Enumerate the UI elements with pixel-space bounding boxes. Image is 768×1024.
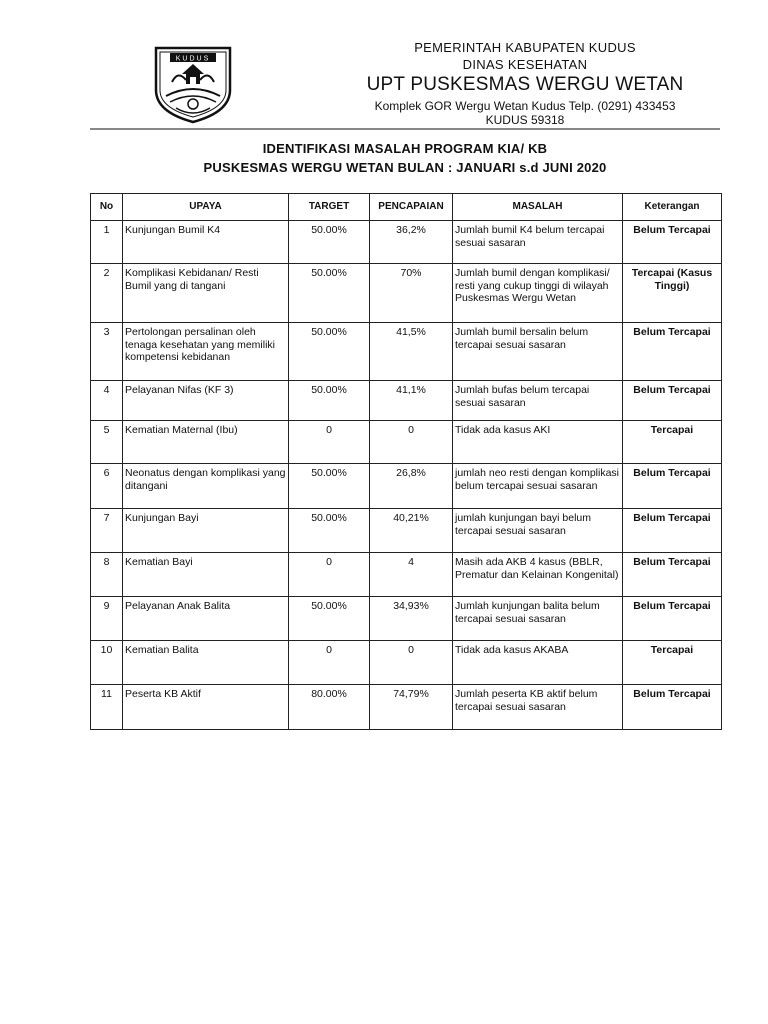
- header-pencapaian: PENCAPAIAN: [370, 194, 453, 221]
- cell-no: 7: [91, 509, 123, 553]
- cell-no: 11: [91, 685, 123, 730]
- kudus-regency-logo: [152, 46, 234, 124]
- table-row: [91, 221, 722, 264]
- cell-upaya: Neonatus dengan komplikasi yang ditangani: [123, 464, 289, 509]
- cell-masalah: Jumlah peserta KB aktif belum tercapai sesuai sasaran: [453, 685, 623, 730]
- table-row: [91, 381, 722, 421]
- cell-target: 50.00%: [289, 597, 370, 641]
- header-target: TARGET: [289, 194, 370, 221]
- cell-keterangan: Belum Tercapai: [623, 553, 722, 597]
- cell-masalah: jumlah kunjungan bayi belum tercapai sesuai sasaran: [453, 509, 623, 553]
- header-keterangan: Keterangan: [623, 194, 722, 221]
- cell-target: 0: [289, 641, 370, 685]
- cell-pencapaian: 26,8%: [370, 464, 453, 509]
- table-header-row: [91, 194, 722, 221]
- cell-keterangan: Belum Tercapai: [623, 381, 722, 421]
- cell-pencapaian: 40,21%: [370, 509, 453, 553]
- cell-target: 50.00%: [289, 221, 370, 264]
- cell-keterangan: Tercapai (Kasus Tinggi): [623, 264, 722, 323]
- header-government: PEMERINTAH KABUPATEN KUDUS: [414, 40, 636, 55]
- cell-no: 1: [91, 221, 123, 264]
- cell-upaya: Pelayanan Anak Balita: [123, 597, 289, 641]
- cell-no: 6: [91, 464, 123, 509]
- cell-pencapaian: 0: [370, 641, 453, 685]
- cell-upaya: Kematian Balita: [123, 641, 289, 685]
- cell-pencapaian: 74,79%: [370, 685, 453, 730]
- header-no: No: [91, 194, 123, 221]
- cell-keterangan: Tercapai: [623, 641, 722, 685]
- cell-target: 50.00%: [289, 509, 370, 553]
- table-row: [91, 597, 722, 641]
- cell-masalah: jumlah neo resti dengan komplikasi belum tercapai sesuai sasaran: [453, 464, 623, 509]
- header-institution: UPT PUSKESMAS WERGU WETAN: [366, 74, 684, 95]
- cell-target: 50.00%: [289, 323, 370, 381]
- cell-upaya: Kunjungan Bayi: [123, 509, 289, 553]
- cell-keterangan: Belum Tercapai: [623, 464, 722, 509]
- cell-upaya: Kematian Bayi: [123, 553, 289, 597]
- table-row: [91, 264, 722, 323]
- table-row: [91, 421, 722, 464]
- header-divider: [90, 128, 720, 130]
- cell-target: 80.00%: [289, 685, 370, 730]
- cell-no: 9: [91, 597, 123, 641]
- cell-no: 3: [91, 323, 123, 381]
- document-subtitle: PUSKESMAS WERGU WETAN BULAN : JANUARI s.d JUNI 2020: [203, 160, 607, 175]
- cell-masalah: Jumlah bumil K4 belum tercapai sesuai sasaran: [453, 221, 623, 264]
- cell-target: 0: [289, 553, 370, 597]
- table-row: [91, 685, 722, 730]
- cell-no: 2: [91, 264, 123, 323]
- table-row: [91, 464, 722, 509]
- cell-target: 50.00%: [289, 264, 370, 323]
- cell-no: 10: [91, 641, 123, 685]
- logo-text: KUDUS: [175, 55, 211, 63]
- table-row: [91, 641, 722, 685]
- cell-masalah: Jumlah bumil dengan komplikasi/ resti yang cukup tinggi di wilayah Puskesmas Wergu Wetan: [453, 264, 623, 323]
- cell-target: 0: [289, 421, 370, 464]
- table-row: [91, 323, 722, 381]
- document-title: IDENTIFIKASI MASALAH PROGRAM KIA/ KB: [262, 141, 548, 156]
- header-masalah: MASALAH: [453, 194, 623, 221]
- table-row: [91, 509, 722, 553]
- cell-masalah: Jumlah kunjungan balita belum tercapai sesuai sasaran: [453, 597, 623, 641]
- cell-masalah: Jumlah bufas belum tercapai sesuai sasaran: [453, 381, 623, 421]
- header-department: DINAS KESEHATAN: [462, 57, 588, 72]
- problem-identification-table: [90, 193, 722, 730]
- cell-pencapaian: 4: [370, 553, 453, 597]
- cell-keterangan: Belum Tercapai: [623, 685, 722, 730]
- cell-upaya: Pelayanan Nifas (KF 3): [123, 381, 289, 421]
- cell-target: 50.00%: [289, 464, 370, 509]
- cell-upaya: Peserta KB Aktif: [123, 685, 289, 730]
- cell-upaya: Komplikasi Kebidanan/ Resti Bumil yang di tangani: [123, 264, 289, 323]
- cell-pencapaian: 41,1%: [370, 381, 453, 421]
- header-city: KUDUS 59318: [485, 113, 565, 127]
- cell-upaya: Kunjungan Bumil K4: [123, 221, 289, 264]
- cell-pencapaian: 41,5%: [370, 323, 453, 381]
- cell-no: 4: [91, 381, 123, 421]
- cell-keterangan: Belum Tercapai: [623, 597, 722, 641]
- table-row: [91, 553, 722, 597]
- cell-pencapaian: 0: [370, 421, 453, 464]
- cell-masalah: Tidak ada kasus AKABA: [453, 641, 623, 685]
- cell-pencapaian: 70%: [370, 264, 453, 323]
- cell-upaya: Kematian Maternal (Ibu): [123, 421, 289, 464]
- cell-pencapaian: 36,2%: [370, 221, 453, 264]
- cell-masalah: Jumlah bumil bersalin belum tercapai sesuai sasaran: [453, 323, 623, 381]
- cell-upaya: Pertolongan persalinan oleh tenaga kesehatan yang memiliki kompetensi kebidanan: [123, 323, 289, 381]
- cell-keterangan: Belum Tercapai: [623, 221, 722, 264]
- header-upaya: UPAYA: [123, 194, 289, 221]
- cell-no: 8: [91, 553, 123, 597]
- cell-masalah: Masih ada AKB 4 kasus (BBLR, Prematur dan Kelainan Kongenital): [453, 553, 623, 597]
- cell-target: 50.00%: [289, 381, 370, 421]
- cell-masalah: Tidak ada kasus AKI: [453, 421, 623, 464]
- cell-keterangan: Belum Tercapai: [623, 323, 722, 381]
- header-address: Komplek GOR Wergu Wetan Kudus Telp. (0291) 433453: [374, 99, 676, 113]
- cell-pencapaian: 34,93%: [370, 597, 453, 641]
- cell-keterangan: Belum Tercapai: [623, 509, 722, 553]
- cell-no: 5: [91, 421, 123, 464]
- cell-keterangan: Tercapai: [623, 421, 722, 464]
